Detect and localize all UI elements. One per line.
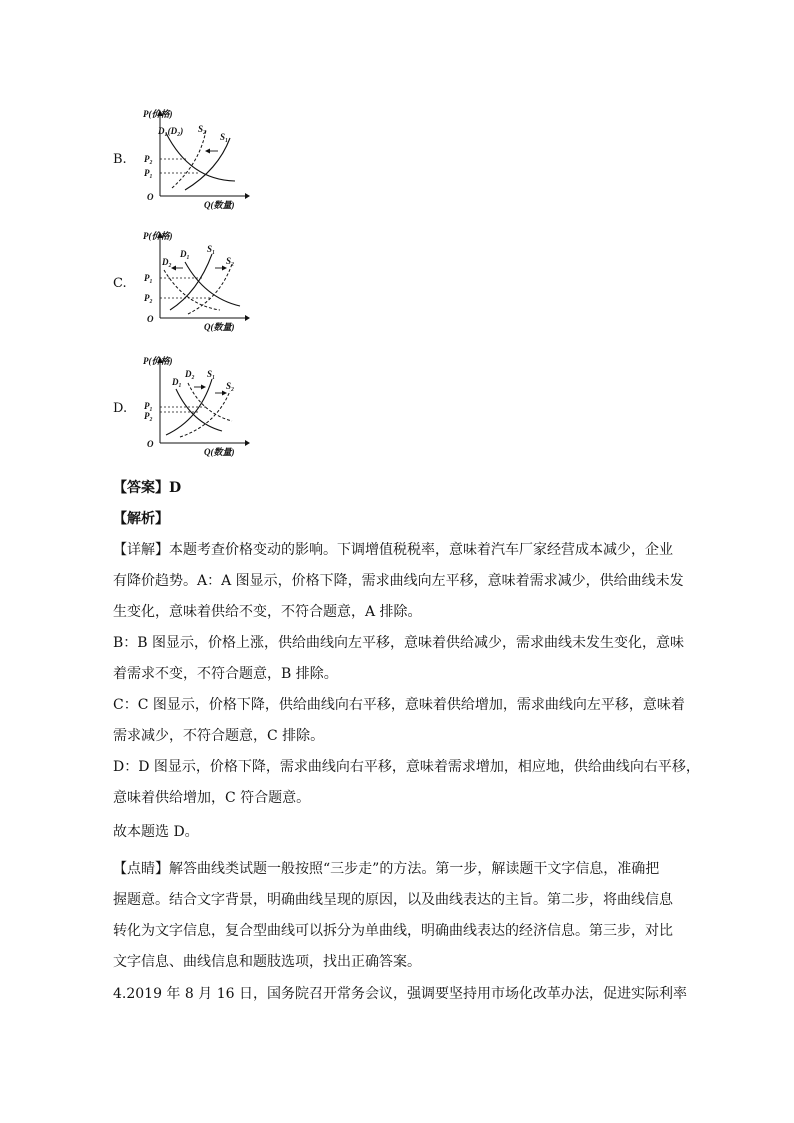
text-line: 意味着供给增加，C 符合题意。 [113,790,311,806]
supply-demand-figure-c [140,230,250,335]
price-label-p2: P₂ [144,293,153,303]
y-axis-label: P(价格) [143,356,173,366]
curve-label-s2: S₂ [226,381,235,391]
x-axis-label: Q(数量) [204,322,235,332]
text-line: 文字信息、曲线信息和题肢选项，找出正确答案。 [113,954,421,970]
curve-label-d1: D₁ [180,249,190,259]
option-letter-b: B. [113,152,127,167]
curve-label-s1: S₁ [207,369,216,379]
text-line: 转化为文字信息，复合型曲线可以拆分为单曲线，明确曲线表达的经济信息。第三步，对比 [113,923,673,939]
text-line: C：C 图显示，价格下降，供给曲线向右平移，意味着供给增加，需求曲线向左平移，意味着 [113,697,685,713]
text-line: 着需求不变，不符合题意，B 排除。 [113,666,338,682]
origin-label: O [147,192,154,202]
price-label-p2: P₂ [144,154,153,164]
curve-label-s2: S₂ [198,124,207,134]
analysis-heading: 【解析】 [113,511,169,527]
text-line: D：D 图显示，价格下降，需求曲线向右平移，意味着需求增加，相应地，供给曲线向右平移， [113,759,700,775]
supply-demand-figure-b [140,108,250,213]
next-question-line: 4.2019 年 8 月 16 日，国务院召开常务会议，强调要坚持用市场化改革办法，促进实际利率 [113,986,687,1002]
curve-label-d1: D₁ [172,377,182,387]
origin-label: O [147,314,154,324]
price-label-p1: P₁ [144,273,153,283]
origin-label: O [147,439,154,449]
price-label-p2: P₂ [144,411,153,421]
text-line: 【详解】本题考查价格变动的影响。下调增值税税率，意味着汽车厂家经营成本减少，企业 [113,542,673,558]
supply-demand-figure-d [140,355,250,460]
y-axis-label: P(价格) [143,109,173,119]
answer-line: 【答案】D [113,480,182,496]
price-label-p1: P₁ [144,401,153,411]
conclusion-line: 故本题选 D。 [113,824,199,840]
option-letter-c: C. [113,276,127,291]
y-axis-label: P(价格) [143,231,173,241]
option-letter-d: D. [113,401,128,416]
curve-label-d1d2: D₁(D₂) [158,126,184,136]
text-line: B：B 图显示，价格上涨，供给曲线向左平移，意味着供给减少，需求曲线未发生变化，意味 [113,635,685,651]
curve-label-s1: S₁ [220,132,229,142]
supply-curve-s1 [170,254,212,310]
demand-curve-d1 [185,262,240,306]
curve-label-d2: D₂ [185,369,195,379]
x-axis-label: Q(数量) [204,447,235,457]
text-line: 【点睛】解答曲线类试题一般按照“三步走”的方法。第一步，解读题干文字信息，准确把 [113,861,660,877]
x-axis-label: Q(数量) [204,200,235,210]
curve-label-d2: D₂ [162,257,172,267]
supply-curve-s1 [185,138,230,190]
supply-curve-s2 [188,264,232,314]
price-label-p1: P₁ [144,168,153,178]
curve-label-s2: S₂ [226,256,235,266]
text-line: 有降价趋势。A：A 图显示，价格下降，需求曲线向左平移，意味着需求减少，供给曲线未发 [113,573,684,589]
text-line: 生变化，意味着供给不变，不符合题意，A 排除。 [113,604,422,620]
text-line: 需求减少，不符合题意，C 排除。 [113,728,325,744]
text-line: 握题意。结合文字背景，明确曲线呈现的原因，以及曲线表达的主旨。第二步，将曲线信息 [113,892,673,908]
curve-label-s1: S₁ [207,244,216,254]
